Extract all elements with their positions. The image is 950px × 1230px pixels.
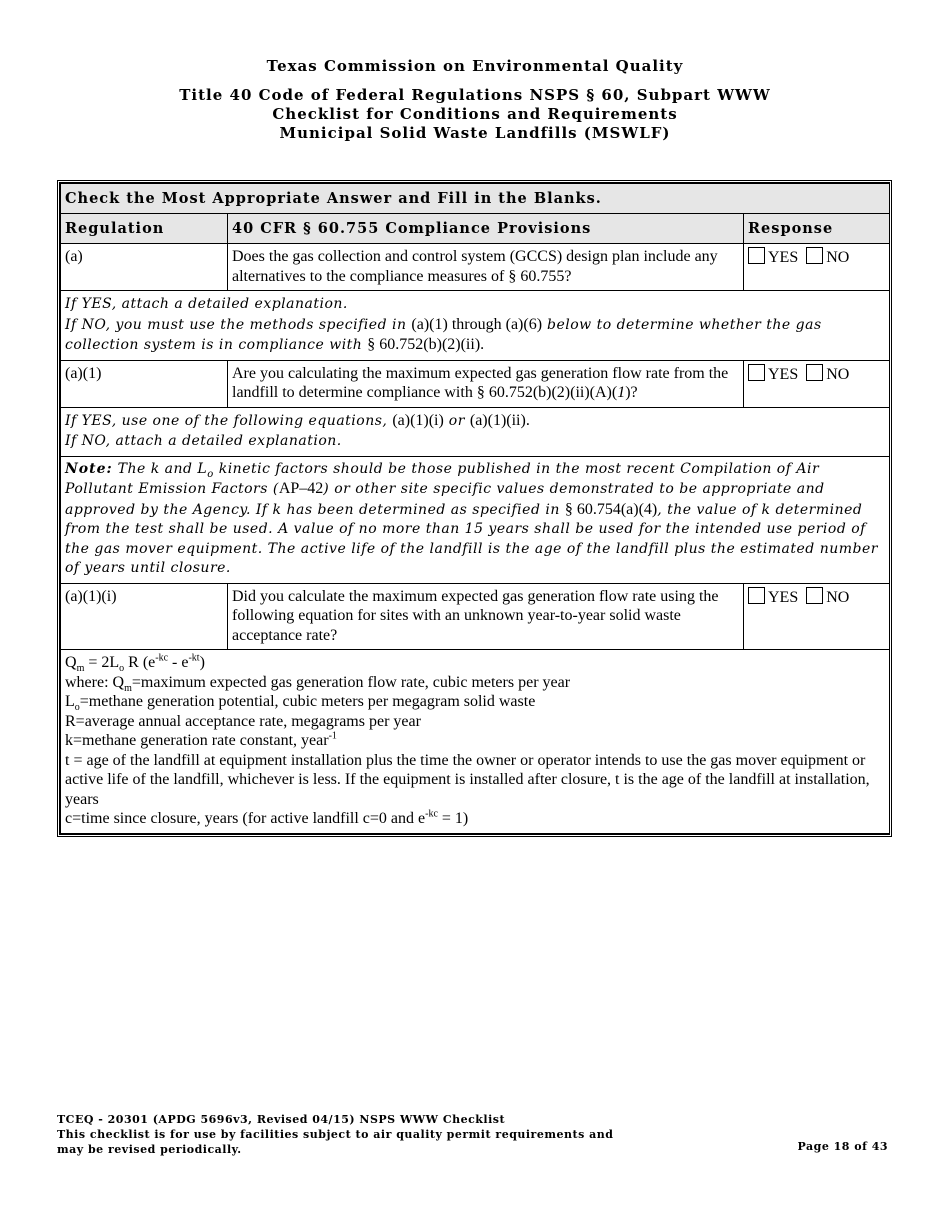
yes-label: YES (768, 588, 799, 606)
agency-title: Texas Commission on Environmental Quality (266, 57, 684, 75)
instruction-row (61, 291, 890, 361)
instruction-no-citation: § 60.752(b)(2)(ii). (367, 336, 485, 353)
instruction-ref-i: (a)(1)(i) (392, 411, 444, 429)
no-label: NO (826, 588, 850, 606)
regulation-title: Title 40 Code of Federal Regulations NSPS § 60, Subpart WWW (179, 86, 771, 104)
checklist-table (60, 183, 890, 834)
definition-qm: where: $Q_m=maximum$ expected gas generation flow rate, cubic meters per year (65, 673, 571, 694)
question-cell (228, 360, 744, 407)
table-banner: Check the Most Appropriate Answer and Fill in the Blanks. (61, 184, 890, 214)
response-cell (744, 244, 890, 291)
yes-label: YES (768, 249, 799, 266)
note-citation: § 60.754(a)(4) (564, 500, 658, 518)
checklist-table-frame (57, 180, 892, 837)
table-row (61, 583, 890, 650)
response-cell (744, 360, 890, 407)
page-number: Page 18 of 43 (797, 1140, 888, 1153)
column-header-regulation: Regulation (61, 214, 228, 244)
definition-t: t = age of the landfill at equipment installation plus the time the owner or operator intends to use the gas mover equipment or active life of the landfill, whichever is less. If the equipment is installed after closure, t is the age of the landfill at installation, years (65, 751, 870, 808)
instruction-cell (61, 407, 890, 456)
table-row (61, 360, 890, 407)
landfill-title: Municipal Solid Waste Landfills (MSWLF) (279, 124, 671, 142)
instruction-no-ref: (a)(1) through (a)(6) (411, 315, 543, 333)
note-ap42: AP–42 (278, 480, 324, 497)
column-header-response: Response (744, 214, 890, 244)
note-text: ) or other site specific values demonstrated to be appropriate and approved by the Agency. If k has been determined as specified in (65, 481, 825, 518)
instruction-yes: If YES, attach a detailed explanation. (65, 296, 348, 312)
note-text: , the value of k determined from the test shall be used. A value of no more than 15 years shall be used for the intended use period of the gas mover equipment. The active life of the landfill is the age of the landfill plus the estimated number of years until closure. (65, 501, 878, 576)
equation-row (61, 650, 890, 834)
table-row (61, 244, 890, 291)
note-row (61, 456, 890, 583)
no-label: NO (826, 249, 850, 266)
no-checkbox[interactable] (806, 364, 823, 381)
instruction-no-part1: If NO, you must use the methods specified in (65, 316, 412, 333)
definition-r: R=average annual acceptance rate, megagrams per year (65, 712, 421, 730)
footer-form-info (57, 1112, 613, 1157)
definition-c: c=time since closure, years (for active landfill c=0 and $e^{-kc} = 1$) (65, 808, 469, 827)
note-text: The k and L (112, 460, 208, 477)
instruction-no: If NO, attach a detailed explanation. (65, 433, 342, 449)
yes-checkbox[interactable] (748, 247, 765, 264)
note-text: kinetic factors should be those published in the most recent Compilation of Air Pollutant Emission Factors ( (65, 460, 820, 497)
instruction-or: or (443, 412, 470, 429)
regulation-cell: (a)(1)(i) (61, 583, 228, 650)
no-checkbox[interactable] (806, 587, 823, 604)
question-text: Are you calculating the maximum expected gas generation flow rate from the landfill to determine compliance with § 60.752(b)(2)(ii)(A)( (232, 364, 729, 401)
no-label: NO (826, 365, 850, 383)
instruction-ref-ii: (a)(1)(ii). (469, 411, 530, 429)
yes-label: YES (768, 365, 799, 383)
footer-note-1: This checklist is for use by facilities subject to air quality permit requirements and (57, 1128, 614, 1141)
footer-note-2: may be revised periodically. (57, 1143, 242, 1156)
instruction-row (61, 407, 890, 456)
note-cell (61, 456, 890, 583)
definition-lo: $L_o=methane$ generation potential, cubic meters per megagram solid waste (65, 693, 536, 714)
column-header-provisions: 40 CFR § 60.755 Compliance Provisions (228, 214, 744, 244)
footer-form-id: TCEQ - 20301 (APDG 5696v3, Revised 04/15) NSPS WWW Checklist (57, 1113, 506, 1126)
note-subscript: o (207, 468, 214, 480)
definition-k: k=methane generation rate constant, year$^{-1}$ (65, 730, 337, 749)
question-cell: Did you calculate the maximum expected gas generation flow rate using the following equation for sites with an unknown year-to-year solid waste acceptance rate? (228, 583, 744, 650)
question-end: )? (625, 384, 638, 401)
yes-checkbox[interactable] (748, 587, 765, 604)
regulation-cell: (a)(1) (61, 360, 228, 407)
question-italic: 1 (617, 384, 626, 401)
regulation-cell: (a) (61, 244, 228, 291)
equation-cell (61, 650, 890, 834)
no-checkbox[interactable] (806, 247, 823, 264)
response-cell (744, 583, 890, 650)
instruction-no-part2: below to determine whether the gas collection system is in compliance with (65, 316, 822, 353)
note-label: Note: (65, 460, 113, 477)
checklist-title: Checklist for Conditions and Requirements (272, 105, 678, 123)
instruction-yes-part1: If YES, use one of the following equations, (65, 412, 393, 429)
equation: $Q_m = 2L_o$ R $(e^{-kc} - e^{-kt})$ (65, 652, 205, 675)
instruction-cell (61, 291, 890, 361)
yes-checkbox[interactable] (748, 364, 765, 381)
question-cell: Does the gas collection and control system (GCCS) design plan include any alternatives to the compliance measures of § 60.755? (228, 244, 744, 291)
